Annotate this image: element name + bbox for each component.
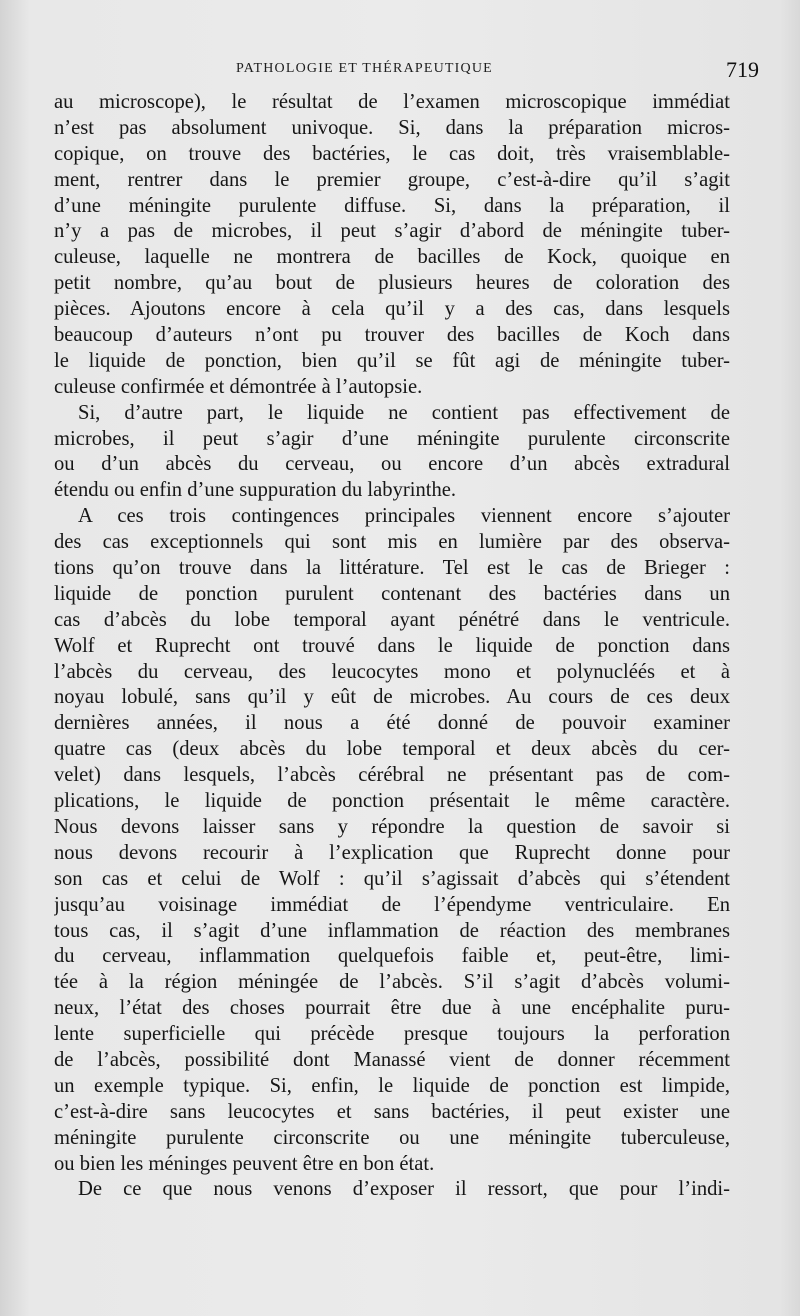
text-line: plications, le liquide de ponction présentait le même caractère.	[54, 790, 730, 813]
text-line: neux, l’état des choses pourrait être due à une encéphalite puru-	[54, 997, 730, 1020]
text-line: lente superficielle qui précède presque toujours la perforation	[54, 1023, 730, 1046]
text-line: ment, rentrer dans le premier groupe, c’est-à-dire qu’il s’agit	[54, 168, 730, 191]
text-line-paragraph-end: étendu ou enfin d’une suppuration du labyrinthe.	[54, 479, 457, 502]
text-line: de l’abcès, possibilité dont Manassé vient de donner récemment	[54, 1048, 730, 1071]
text-line: ou d’un abcès du cerveau, ou encore d’un abcès extradural	[54, 453, 730, 476]
text-line: Nous devons laisser sans y répondre la question de savoir si	[54, 815, 730, 838]
text-line: culeuse, laquelle ne montrera de bacilles de Kock, quoique en	[54, 246, 730, 269]
text-line: d’une méningite purulente diffuse. Si, dans la préparation, il	[54, 194, 730, 217]
text-line: velet) dans lesquels, l’abcès cérébral ne présentant pas de com-	[54, 764, 730, 787]
text-line: c’est-à-dire sans leucocytes et sans bactéries, il peut exister une	[54, 1100, 730, 1123]
page-number: 719	[726, 57, 759, 82]
text-line: un exemple typique. Si, enfin, le liquide de ponction est limpide,	[54, 1074, 730, 1097]
page-header	[0, 57, 800, 87]
body-text	[54, 90, 730, 1203]
running-head: PATHOLOGIE ET THÉRAPEUTIQUE	[236, 61, 493, 76]
text-line: des cas exceptionnels qui sont mis en lumière par des observa-	[54, 531, 730, 554]
text-line: jusqu’au voisinage immédiat de l’épendyme ventriculaire. En	[54, 893, 730, 916]
text-line: tée à la région méningée de l’abcès. S’il s’agit d’abcès volumi-	[54, 971, 730, 994]
text-line-paragraph-end: ou bien les méninges peuvent être en bon état.	[54, 1152, 435, 1175]
text-line: le liquide de ponction, bien qu’il se fût agi de méningite tuber-	[54, 349, 730, 372]
text-line: son cas et celui de Wolf : qu’il s’agissait d’abcès qui s’étendent	[54, 867, 730, 890]
text-line: cas d’abcès du lobe temporal ayant pénétré dans le ventricule.	[54, 608, 730, 631]
text-line: pièces. Ajoutons encore à cela qu’il y a des cas, dans lesquels	[54, 298, 730, 321]
text-line: n’est pas absolument univoque. Si, dans la préparation micros-	[54, 116, 730, 139]
text-line-paragraph-start: De ce que nous venons d’exposer il ressort, que pour l’indi-	[78, 1178, 730, 1201]
text-line: l’abcès du cerveau, des leucocytes mono et polynucléés et à	[54, 660, 730, 683]
text-line-paragraph-start: Si, d’autre part, le liquide ne contient pas effectivement de	[78, 401, 730, 424]
text-line-paragraph-end: culeuse confirmée et démontrée à l’autopsie.	[54, 375, 423, 398]
text-line: quatre cas (deux abcès du lobe temporal et deux abcès du cer-	[54, 738, 730, 761]
text-line: tous cas, il s’agit d’une inflammation de réaction des membranes	[54, 919, 730, 942]
text-line-paragraph-start: A ces trois contingences principales viennent encore s’ajouter	[78, 505, 730, 528]
text-line: du cerveau, inflammation quelquefois faible et, peut-être, limi-	[54, 945, 730, 968]
text-line: dernières années, il nous a été donné de pouvoir examiner	[54, 712, 730, 735]
text-line: microbes, il peut s’agir d’une méningite purulente circonscrite	[54, 427, 730, 450]
text-line: méningite purulente circonscrite ou une méningite tuberculeuse,	[54, 1126, 730, 1149]
text-line: beaucoup d’auteurs n’ont pu trouver des bacilles de Koch dans	[54, 324, 730, 347]
text-line: noyau lobulé, sans qu’il y eût de microbes. Au cours de ces deux	[54, 686, 730, 709]
text-line: copique, on trouve des bactéries, le cas doit, très vraisemblable-	[54, 142, 730, 165]
text-line: Wolf et Ruprecht ont trouvé dans le liquide de ponction dans	[54, 634, 730, 657]
text-line: au microscope), le résultat de l’examen microscopique immédiat	[54, 91, 730, 113]
text-line: n’y a pas de microbes, il peut s’agir d’abord de méningite tuber-	[54, 220, 730, 243]
text-line: petit nombre, qu’au bout de plusieurs heures de coloration des	[54, 272, 730, 295]
text-line: nous devons recourir à l’explication que Ruprecht donne pour	[54, 841, 730, 864]
text-line: liquide de ponction purulent contenant des bactéries dans un	[54, 582, 730, 605]
text-line: tions qu’on trouve dans la littérature. Tel est le cas de Brieger :	[54, 557, 730, 580]
